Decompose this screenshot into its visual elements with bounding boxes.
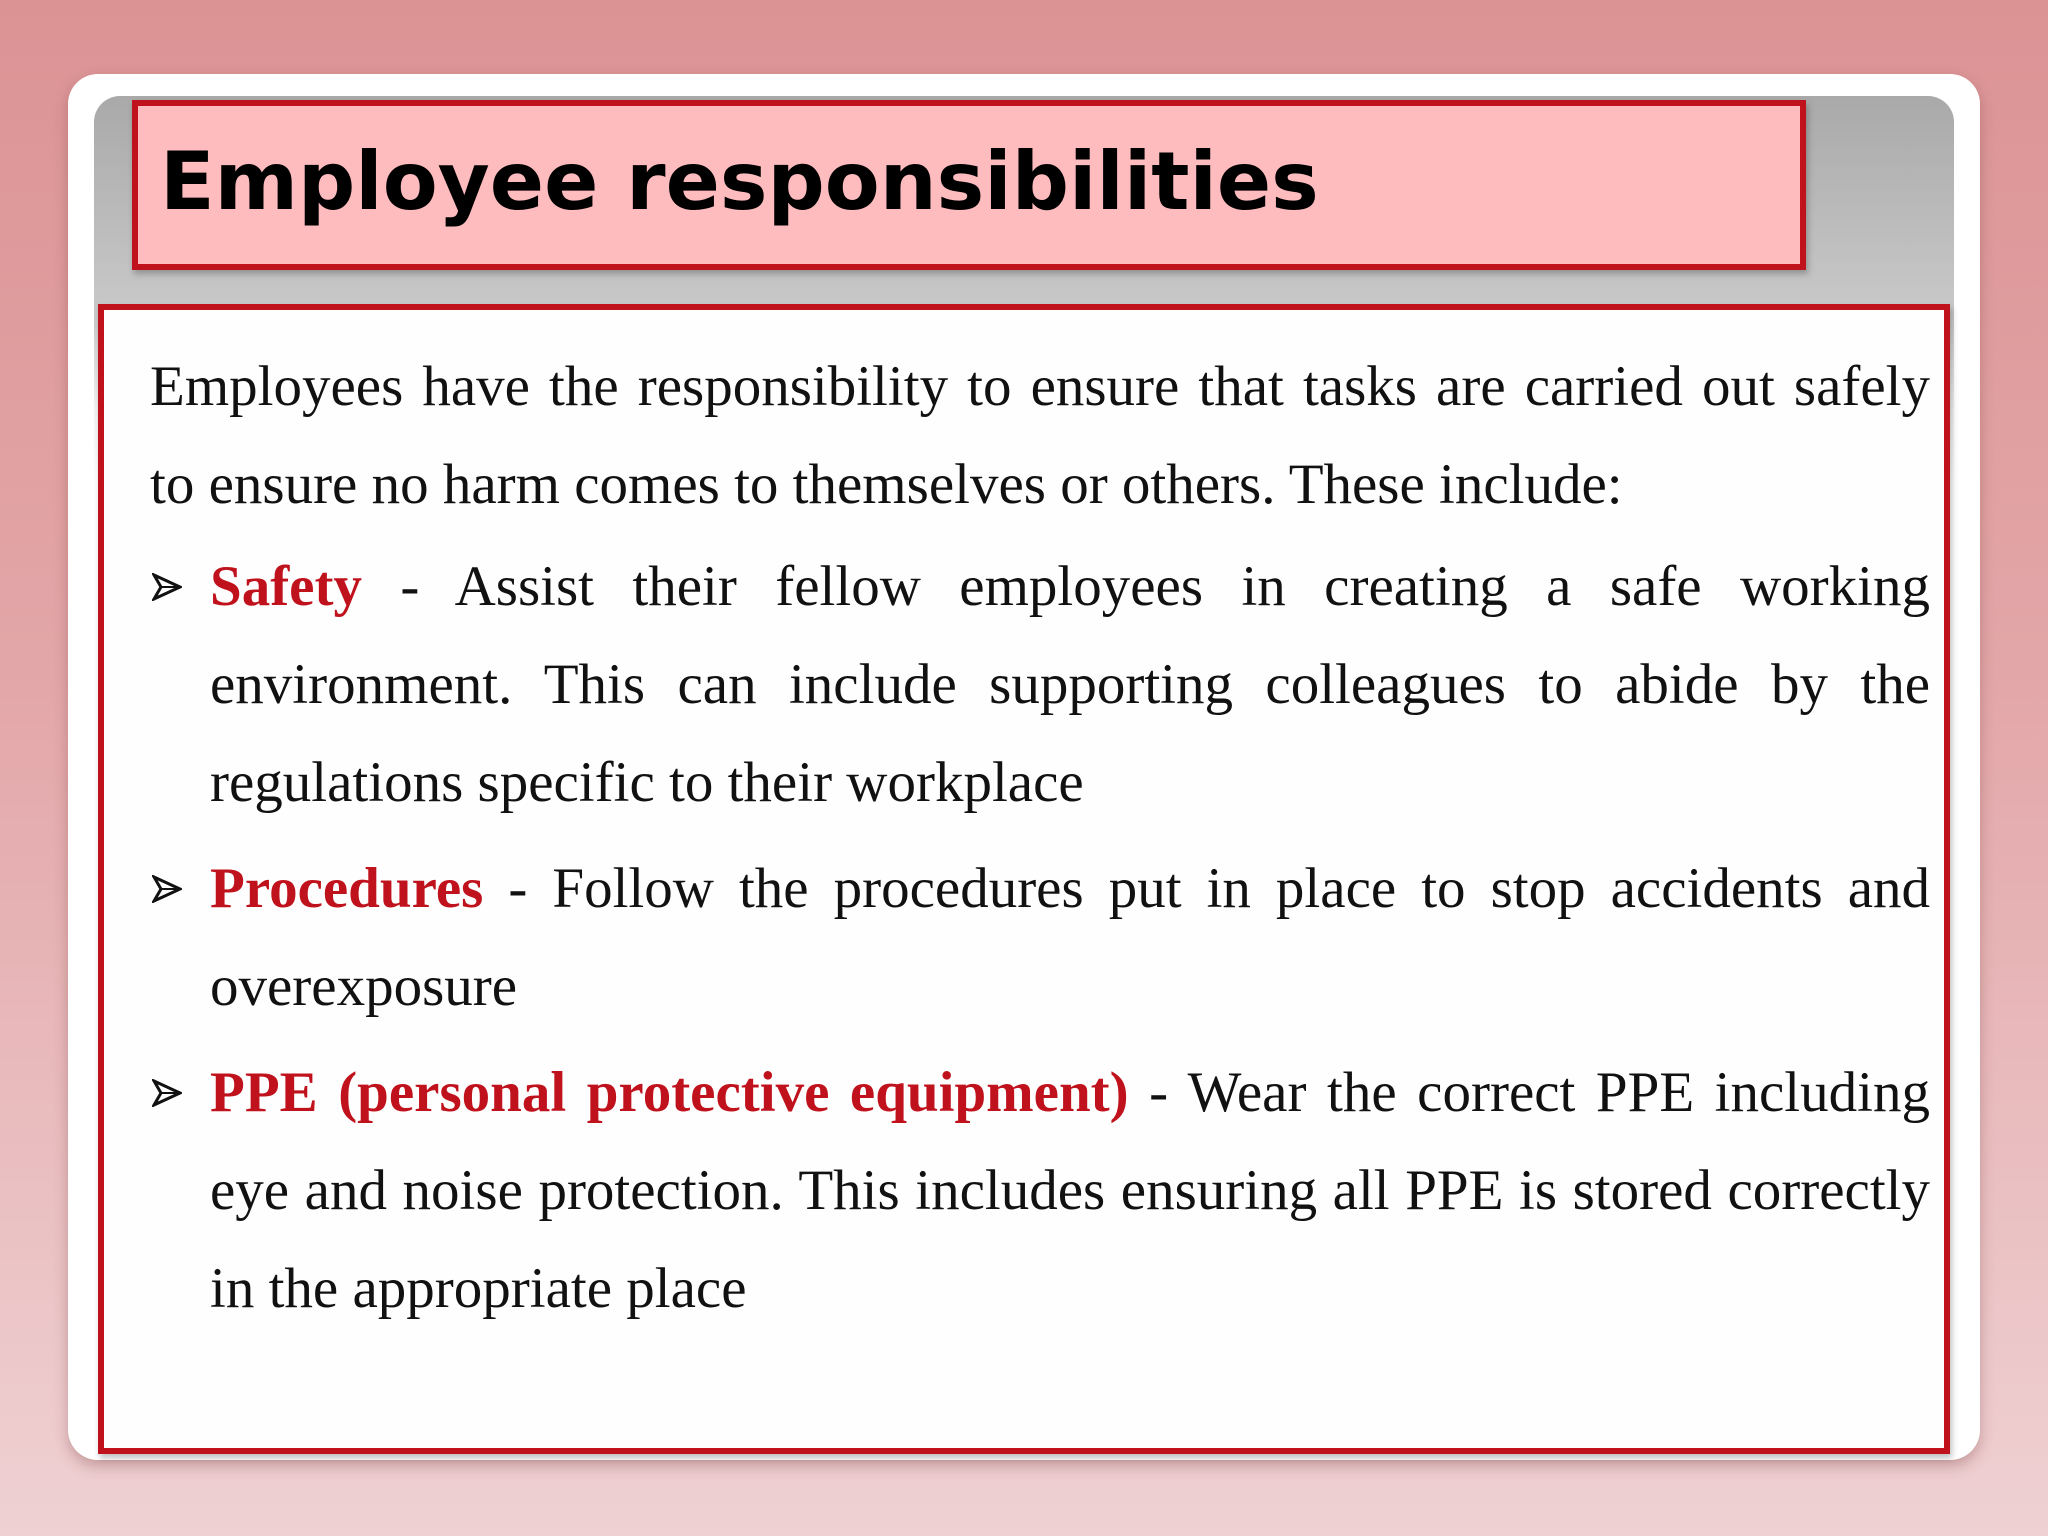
- bullet-term: Procedures: [210, 857, 484, 920]
- slide-title: Employee responsibilities: [160, 135, 1319, 228]
- bullet-item-safety: [150, 538, 1930, 832]
- bullet-text: - Assist their fellow employees in creating a safe working environment. This can include supporting colleagues to abide by the regulations specific to their workplace: [210, 555, 1930, 814]
- content-box: [98, 304, 1950, 1454]
- arrowhead-bullet-icon: [152, 1044, 192, 1142]
- bullet-list: [150, 538, 1930, 1338]
- bullet-text: - Follow the procedures put in place to stop accidents and overexposure: [210, 857, 1930, 1018]
- intro-paragraph: Employees have the responsibility to ensure that tasks are carried out safely to ensure no harm comes to themselves or others. These include:: [150, 355, 1930, 516]
- arrowhead-bullet-icon: [152, 840, 192, 938]
- content-body: [150, 338, 1930, 1346]
- arrowhead-bullet-icon: [152, 538, 192, 636]
- bullet-text: - Wear the correct PPE including eye and noise protection. This includes ensuring all PPE is stored correctly in the appropriate place: [210, 1061, 1930, 1320]
- bullet-term: PPE (personal protective equipment): [210, 1061, 1129, 1124]
- bullet-item-ppe: [150, 1044, 1930, 1338]
- bullet-term: Safety: [210, 555, 362, 618]
- bullet-item-procedures: [150, 840, 1930, 1036]
- title-box: [132, 100, 1806, 270]
